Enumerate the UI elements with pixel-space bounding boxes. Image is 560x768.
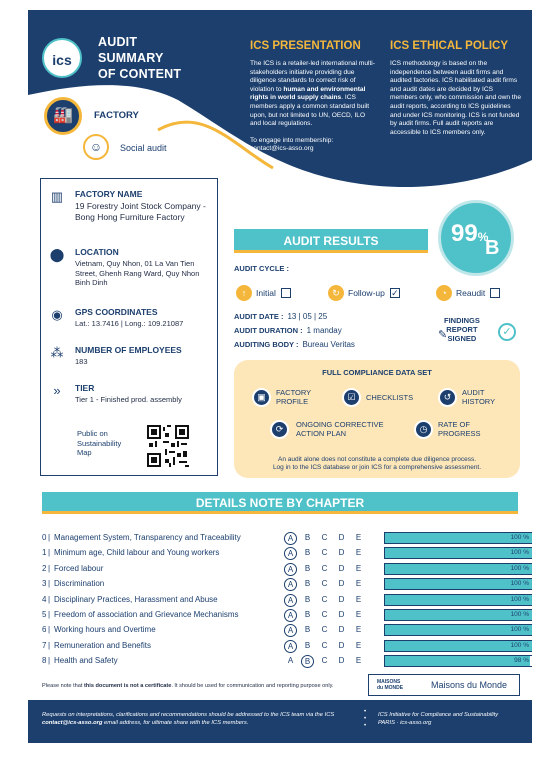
chapter-percent: 98 % bbox=[514, 657, 529, 665]
chapter-number: 8 bbox=[42, 656, 47, 666]
grade-option: C bbox=[321, 625, 328, 635]
grade-selected: A bbox=[284, 594, 297, 607]
chapter-separator: | bbox=[48, 533, 51, 542]
chapter-number: 0 bbox=[42, 533, 47, 542]
audit-history-link[interactable]: AUDIT HISTORY bbox=[462, 388, 496, 406]
document-signed-icon: ✎ bbox=[438, 329, 448, 341]
chapter-grades bbox=[284, 655, 368, 668]
chapter-percent: 100 % bbox=[510, 595, 529, 603]
grade-option: C bbox=[321, 533, 328, 542]
chapter-grades bbox=[284, 578, 368, 591]
ics-ethical-policy-text: ICS methodology is based on the independence between audit firms and audited factories. ICS habilitated audit firms and audit dates are decided by ICS members only, who commission and own the audit reports, according to ICS guidelines and under ICS monitoring. ICS is not funded by audit firms. Full audit reports are accessible to ICS members only. bbox=[390, 60, 522, 136]
chapter-percent: 100 % bbox=[510, 564, 529, 572]
chapter-separator: | bbox=[48, 579, 51, 589]
audit-cycle-label: AUDIT CYCLE : bbox=[234, 264, 289, 273]
chapter-grades bbox=[284, 609, 368, 622]
grade-option: E bbox=[355, 579, 362, 589]
chapter-grades bbox=[284, 624, 368, 637]
grade-selected: A bbox=[284, 532, 297, 545]
chapter-row bbox=[42, 531, 529, 545]
grade-option: B bbox=[304, 625, 311, 635]
chapter-name: Management System, Transparency and Traceability bbox=[54, 533, 241, 542]
factory-label: FACTORY bbox=[94, 110, 139, 121]
chapter-number: 1 bbox=[42, 548, 47, 558]
chapter-name: Minimum age, Child labour and Young workers bbox=[54, 548, 220, 558]
grade-option: D bbox=[338, 640, 345, 650]
chapter-row bbox=[42, 577, 529, 591]
audit-duration-value: 1 manday bbox=[306, 326, 342, 335]
follow-up-checkbox: ✓ bbox=[391, 288, 399, 298]
chapter-percent: 100 % bbox=[510, 626, 529, 634]
people-icon: ⁂ bbox=[50, 345, 64, 360]
grade-option: B bbox=[304, 579, 311, 589]
grade-selected: A bbox=[284, 640, 297, 653]
chapter-separator: | bbox=[48, 625, 51, 635]
grade-selected: A bbox=[284, 578, 297, 591]
factory-profile-link[interactable]: FACTORY PROFILE bbox=[276, 388, 312, 406]
tier-value: Tier 1 - Finished prod. assembly bbox=[75, 395, 182, 404]
grade-option: B bbox=[304, 640, 311, 650]
chapter-grades bbox=[284, 532, 368, 545]
audit-date-value: 13 | 05 | 25 bbox=[287, 312, 328, 321]
checklists-link[interactable]: CHECKLISTS bbox=[366, 393, 414, 402]
footer-email[interactable]: contact@ics-asso.org bbox=[42, 720, 103, 726]
factory-name-value: 19 Forestry Joint Stock Company - Bong Hong Furniture Factory bbox=[75, 201, 206, 222]
tier-icon: » bbox=[53, 383, 61, 398]
client-brand-box bbox=[368, 674, 520, 696]
factory-info-box: ▥ FACTORY NAME 19 Forestry Joint Stock Company - Bong Hong Furniture Factory ⬤ LOCATION Vietnam, Quy Nhon, 01 La Van Tien Street, Ghenh Rang Ward, Quy Nhon Binh Dinh ◉ GPS COORDINATES Lat.: 13.7416 | Long.: 109.21087 ⁂ NUMBER OF EMPLOYEES 183 » TIER Tier 1 - Finished prod. assembly Public on Sustainability Map bbox=[40, 178, 218, 476]
audit-date-row: AUDIT DATE : 13 | 05 | 25 bbox=[234, 312, 328, 321]
grade-selected: B bbox=[301, 655, 314, 668]
chapter-grades bbox=[284, 640, 368, 653]
chapter-percent: 100 % bbox=[510, 611, 529, 618]
chapter-row bbox=[42, 593, 529, 607]
cycle-option-reaudit: ◔ Reaudit bbox=[436, 285, 500, 301]
chapter-name: Disciplinary Practices, Harassment and Abuse bbox=[54, 594, 218, 604]
reaudit-checkbox bbox=[490, 288, 500, 298]
sustainability-map-link[interactable]: Public on Sustainability Map bbox=[77, 429, 122, 457]
grade-option: B bbox=[304, 610, 311, 619]
chapter-grades bbox=[284, 563, 368, 576]
grade-option: B bbox=[304, 563, 311, 573]
chapter-row bbox=[42, 623, 529, 637]
chapter-number: 7 bbox=[42, 640, 47, 650]
disclaimer: Please note that this document is not a certificate. It should be used for communication and reporting purpose only. bbox=[42, 683, 334, 689]
grade-selected: A bbox=[284, 547, 297, 560]
chapter-name: Discrimination bbox=[54, 579, 105, 589]
grade-option: E bbox=[355, 610, 362, 619]
ics-logo: ics bbox=[42, 38, 82, 78]
grade-selected: A bbox=[284, 563, 297, 576]
chapter-name: Remuneration and Benefits bbox=[54, 640, 151, 650]
initial-icon: ↑ bbox=[236, 285, 252, 301]
chapter-row bbox=[42, 639, 529, 653]
location-value: Vietnam, Quy Nhon, 01 La Van Tien Street, Ghenh Rang Ward, Quy Nhon Binh Dinh bbox=[75, 259, 200, 287]
chapter-number: 2 bbox=[42, 563, 47, 573]
location-pin-icon: ⬤ bbox=[49, 247, 65, 262]
grade-option: B bbox=[304, 548, 311, 558]
chapter-progress-bar bbox=[384, 655, 532, 667]
chapter-grades bbox=[284, 594, 368, 607]
chapter-progress-bar bbox=[384, 609, 532, 621]
auditing-body-value: Bureau Veritas bbox=[302, 340, 355, 349]
chapter-percent: 100 % bbox=[510, 580, 529, 588]
gps-value: Lat.: 13.7416 | Long.: 109.21087 bbox=[75, 319, 184, 328]
chapter-row bbox=[42, 608, 529, 622]
footer-ics-info: ICS Initiative for Compliance and Sustainability PARIS · ics-asso.org bbox=[378, 712, 499, 726]
ics-presentation-heading: ICS PRESENTATION bbox=[250, 40, 361, 52]
chapter-number: 6 bbox=[42, 625, 47, 635]
grade-option: C bbox=[321, 610, 328, 619]
chapter-progress-bar bbox=[384, 547, 532, 559]
chapter-row bbox=[42, 546, 529, 560]
gps-pin-icon: ◉ bbox=[51, 307, 63, 322]
chapter-number: 3 bbox=[42, 579, 47, 589]
score-value: 99% bbox=[451, 220, 489, 247]
rate-of-progress-link[interactable]: RATE OF PROGRESS bbox=[438, 420, 481, 438]
chapter-progress-bar bbox=[384, 563, 532, 575]
follow-up-icon: ↻ bbox=[328, 285, 344, 301]
audit-duration-row: AUDIT DURATION : 1 manday bbox=[234, 326, 342, 335]
chapter-progress-fill bbox=[385, 656, 530, 666]
grade-option: C bbox=[321, 563, 328, 573]
grade-option: E bbox=[355, 533, 362, 542]
chapter-percent: 100 % bbox=[510, 641, 529, 649]
client-brand-name: Maisons du Monde bbox=[431, 680, 508, 690]
rate-of-progress-icon: ◷ bbox=[414, 420, 433, 439]
footer bbox=[28, 700, 532, 743]
maisons-du-monde-logo: MAISONS du MONDE bbox=[377, 679, 404, 691]
chapter-progress-bar bbox=[384, 532, 532, 544]
grade-selected: A bbox=[284, 609, 297, 622]
grade-option: D bbox=[338, 533, 345, 542]
chapter-separator: | bbox=[48, 610, 51, 619]
ics-presentation-text: The ICS is a retailer-led international multi-stakeholders initiative providing due diligence standards to correct risk of violation to human and environmental rights in world supply chains. ICS members apply a common standard built upon, but not limited to UN, OECD, ILO and local regulations. To engage into membership: contact@ics-asso.org bbox=[250, 60, 375, 153]
chapter-number: 5 bbox=[42, 610, 47, 619]
grade-option: E bbox=[355, 640, 362, 650]
ics-ethical-policy-heading: ICS ETHICAL POLICY bbox=[390, 40, 508, 52]
chapter-separator: | bbox=[48, 594, 51, 604]
contact-email[interactable]: contact@ics-asso.org bbox=[250, 145, 314, 153]
chapter-separator: | bbox=[48, 548, 51, 558]
footer-contact-text: Requests on interpretations, clarifications and recommendations should be addressed to the ICS team via the ICS contact@ics-asso.org email address, for ultimate share with the ICS members. bbox=[42, 712, 335, 726]
checklists-icon: ☑ bbox=[342, 388, 361, 407]
grade-option: D bbox=[338, 548, 345, 558]
social-audit-label: Social audit bbox=[120, 143, 167, 153]
chapter-name: Health and Safety bbox=[54, 656, 118, 666]
corrective-action-icon: ⟳ bbox=[270, 420, 289, 439]
chapter-progress-bar bbox=[384, 578, 532, 590]
factory-building-icon: ▥ bbox=[50, 189, 64, 204]
grade-option: E bbox=[355, 625, 362, 635]
chapter-name: Freedom of association and Grievance Mechanisms bbox=[54, 610, 239, 619]
full-compliance-data-set bbox=[234, 360, 520, 478]
grade-option: E bbox=[355, 656, 362, 666]
grade-option: C bbox=[321, 548, 328, 558]
audit-history-icon: ↺ bbox=[438, 388, 457, 407]
footer-separator: • • • bbox=[364, 709, 367, 729]
grade-option: B bbox=[304, 594, 311, 604]
compliance-title: FULL COMPLIANCE DATA SET bbox=[322, 368, 432, 377]
audit-summary-page bbox=[28, 10, 532, 743]
grade-option: D bbox=[338, 625, 345, 635]
grade-option: D bbox=[338, 594, 345, 604]
grade-option: D bbox=[338, 610, 345, 619]
chapter-separator: | bbox=[48, 563, 51, 573]
chapter-progress-bar bbox=[384, 640, 532, 652]
initial-checkbox bbox=[281, 288, 291, 298]
employees-value: 183 bbox=[75, 357, 88, 366]
compliance-note: An audit alone does not constitute a complete due diligence process. Log in to the ICS database or join ICS for a comprehensive assessment. bbox=[272, 456, 482, 471]
chapter-progress-bar bbox=[384, 624, 532, 636]
chapter-separator: | bbox=[48, 656, 51, 666]
chapter-separator: | bbox=[48, 640, 51, 650]
cycle-option-follow-up: ↻ Follow-up ✓ bbox=[328, 285, 400, 301]
qr-code[interactable] bbox=[147, 425, 189, 467]
grade-option: D bbox=[338, 656, 345, 666]
chapter-number: 4 bbox=[42, 594, 47, 604]
grade-option: C bbox=[321, 656, 328, 666]
social-audit-icon: ☺ bbox=[83, 134, 109, 160]
grade-option: A bbox=[287, 656, 294, 666]
grade-option: C bbox=[321, 594, 328, 604]
grade-option: C bbox=[321, 579, 328, 589]
factory-profile-icon: ▣ bbox=[252, 388, 271, 407]
audit-results-heading: AUDIT RESULTS bbox=[234, 229, 428, 253]
chapter-name: Forced labour bbox=[54, 563, 104, 573]
chapter-row bbox=[42, 654, 529, 668]
grade-option: B bbox=[304, 533, 311, 542]
document-title: AUDIT SUMMARY OF CONTENT bbox=[98, 35, 182, 81]
chapter-name: Working hours and Overtime bbox=[54, 625, 156, 635]
chapter-grades bbox=[284, 547, 368, 560]
reaudit-icon: ◔ bbox=[436, 285, 452, 301]
grade-option: E bbox=[355, 594, 362, 604]
chapter-progress-bar bbox=[384, 594, 532, 606]
grade-option: E bbox=[355, 563, 362, 573]
factory-icon: 🏭 bbox=[44, 97, 82, 135]
cycle-option-initial: ↑ Initial bbox=[236, 285, 291, 301]
signed-check-icon: ✓ bbox=[498, 323, 516, 341]
grade-selected: A bbox=[284, 624, 297, 637]
corrective-action-plan-link[interactable]: ONGOING CORRECTIVE ACTION PLAN bbox=[296, 420, 384, 438]
chapter-percent: 100 % bbox=[510, 549, 529, 557]
auditing-body-row: AUDITING BODY : Bureau Veritas bbox=[234, 340, 355, 349]
findings-report-signed: FINDINGS REPORT SIGNED bbox=[444, 316, 480, 343]
chapter-row bbox=[42, 562, 529, 576]
score-grade: B bbox=[485, 237, 500, 259]
grade-option: C bbox=[321, 640, 328, 650]
details-note-heading: DETAILS NOTE BY CHAPTER bbox=[42, 492, 518, 514]
grade-option: E bbox=[355, 548, 362, 558]
grade-option: D bbox=[338, 563, 345, 573]
overall-score-badge bbox=[438, 200, 514, 276]
chapter-percent: 100 % bbox=[510, 534, 529, 541]
grade-option: D bbox=[338, 579, 345, 589]
